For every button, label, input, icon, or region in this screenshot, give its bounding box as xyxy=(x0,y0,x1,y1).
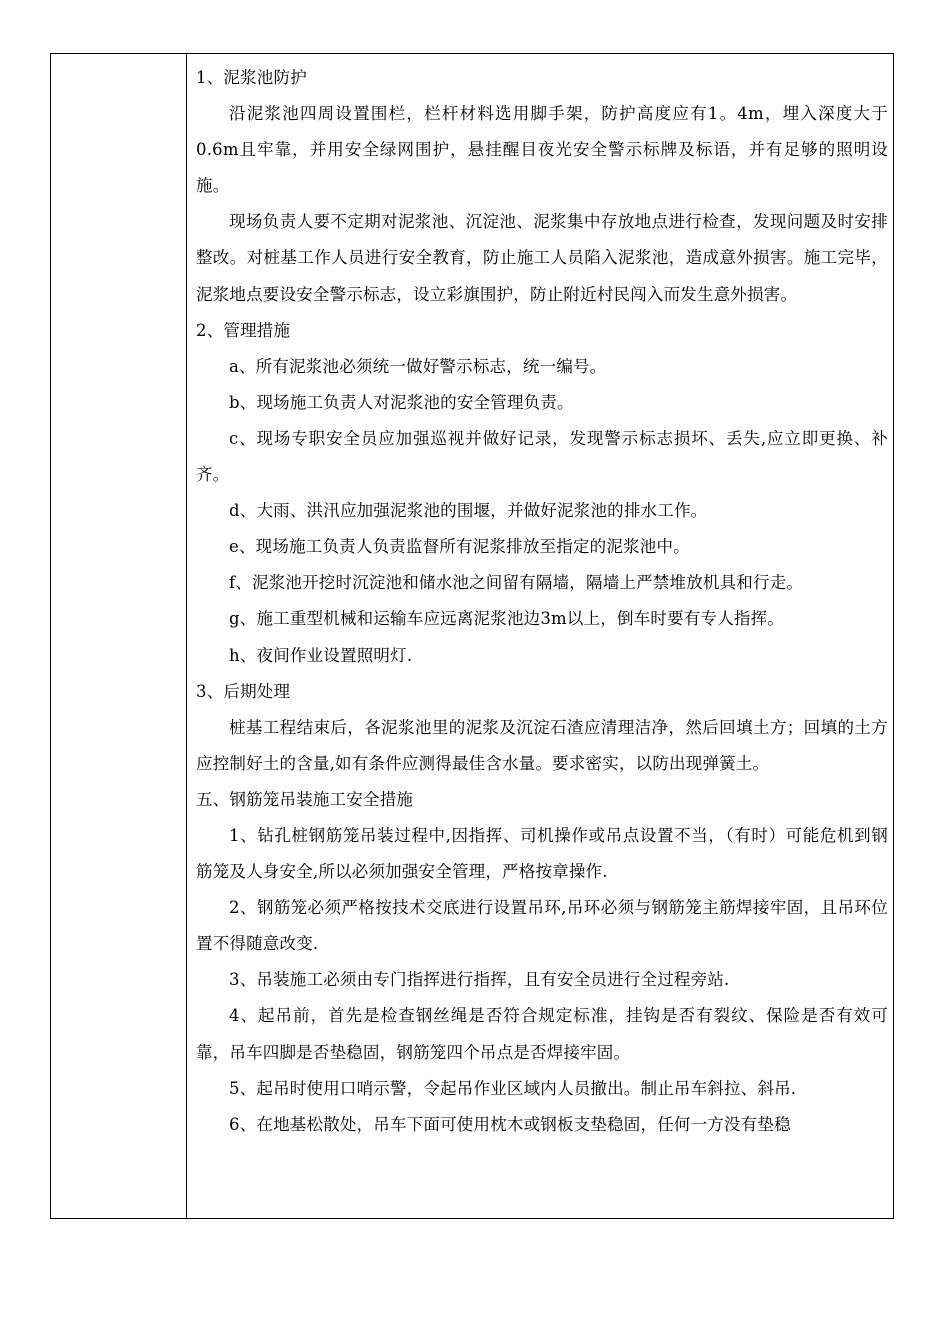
list-item: b、现场施工负责人对泥浆池的安全管理负责。 xyxy=(229,392,574,412)
list-item: 6、在地基松散处，吊车下面可使用枕木或钢板支垫稳固，任何一方没有垫稳 xyxy=(229,1114,791,1134)
list-item: 4、起吊前，首先是检查钢丝绳是否符合规定标准，挂钩是否有裂纹、保险是否有效可靠，吊车四脚是否垫稳固，钢筋笼四个吊点是否焊接牢固。 xyxy=(196,1006,888,1062)
paragraph: 沿泥浆池四周设置围栏，栏杆材料选用脚手架，防护高度应有1。4m，埋入深度大于0.6m且牢靠，并用安全绿网围护，悬挂醒目夜光安全警示标牌及标语，并有足够的照明设施。 xyxy=(196,104,888,196)
section-heading: 3、后期处理 xyxy=(196,681,291,701)
left-column-cell xyxy=(51,54,187,1218)
list-item: 5、起吊时使用口哨示警，令起吊作业区域内人员撤出。制止吊车斜拉、斜吊. xyxy=(229,1078,797,1098)
list-item: c、现场专职安全员应加强巡视并做好记录，发现警示标志损坏、丢失,应立即更换、补齐。 xyxy=(196,428,888,485)
list-item: f、泥浆池开挖时沉淀池和储水池之间留有隔墙，隔墙上严禁堆放机具和行走。 xyxy=(229,573,804,593)
content-cell xyxy=(188,54,894,1218)
document-table xyxy=(50,53,894,1219)
section-heading: 2、管理措施 xyxy=(196,320,291,340)
section-heading: 五、钢筋笼吊装施工安全措施 xyxy=(196,789,414,809)
list-item: e、现场施工负责人负责监督所有泥浆排放至指定的泥浆池中。 xyxy=(229,537,690,557)
paragraph: 桩基工程结束后，各泥浆池里的泥浆及沉淀石渣应清理洁净，然后回填土方；回填的土方应控制好土的含量,如有条件应测得最佳含水量。要求密实，以防出现弹簧土。 xyxy=(196,717,888,773)
list-item: h、夜间作业设置照明灯. xyxy=(229,645,413,665)
list-item: 3、吊装施工必须由专门指挥进行指挥，且有安全员进行全过程旁站. xyxy=(229,970,730,990)
list-item: d、大雨、洪汛应加强泥浆池的围堰，并做好泥浆池的排水工作。 xyxy=(229,501,708,521)
list-item: g、施工重型机械和运输车应远离泥浆池边3m以上，倒车时要有专人指挥。 xyxy=(229,609,785,629)
paragraph: 现场负责人要不定期对泥浆池、沉淀池、泥浆集中存放地点进行检查，发现问题及时安排整改。对桩基工作人员进行安全教育，防止施工人员陷入泥浆池，造成意外损害。施工完毕，泥浆地点要设安全警示标志，设立彩旗围护，防止附近村民闯入而发生意外损害。 xyxy=(196,212,888,304)
section-heading: 1、泥浆池防护 xyxy=(196,68,307,87)
list-item: 2、钢筋笼必须严格按技术交底进行设置吊环,吊环必须与钢筋笼主筋焊接牢固，且吊环位置不得随意改变. xyxy=(196,898,888,954)
list-item: 1、钻孔桩钢筋笼吊装过程中,因指挥、司机操作或吊点设置不当，（有时）可能危机到钢筋笼及人身安全,所以必须加强安全管理，严格按章操作. xyxy=(196,825,888,882)
list-item: a、所有泥浆池必须统一做好警示标志，统一编号。 xyxy=(229,356,607,376)
